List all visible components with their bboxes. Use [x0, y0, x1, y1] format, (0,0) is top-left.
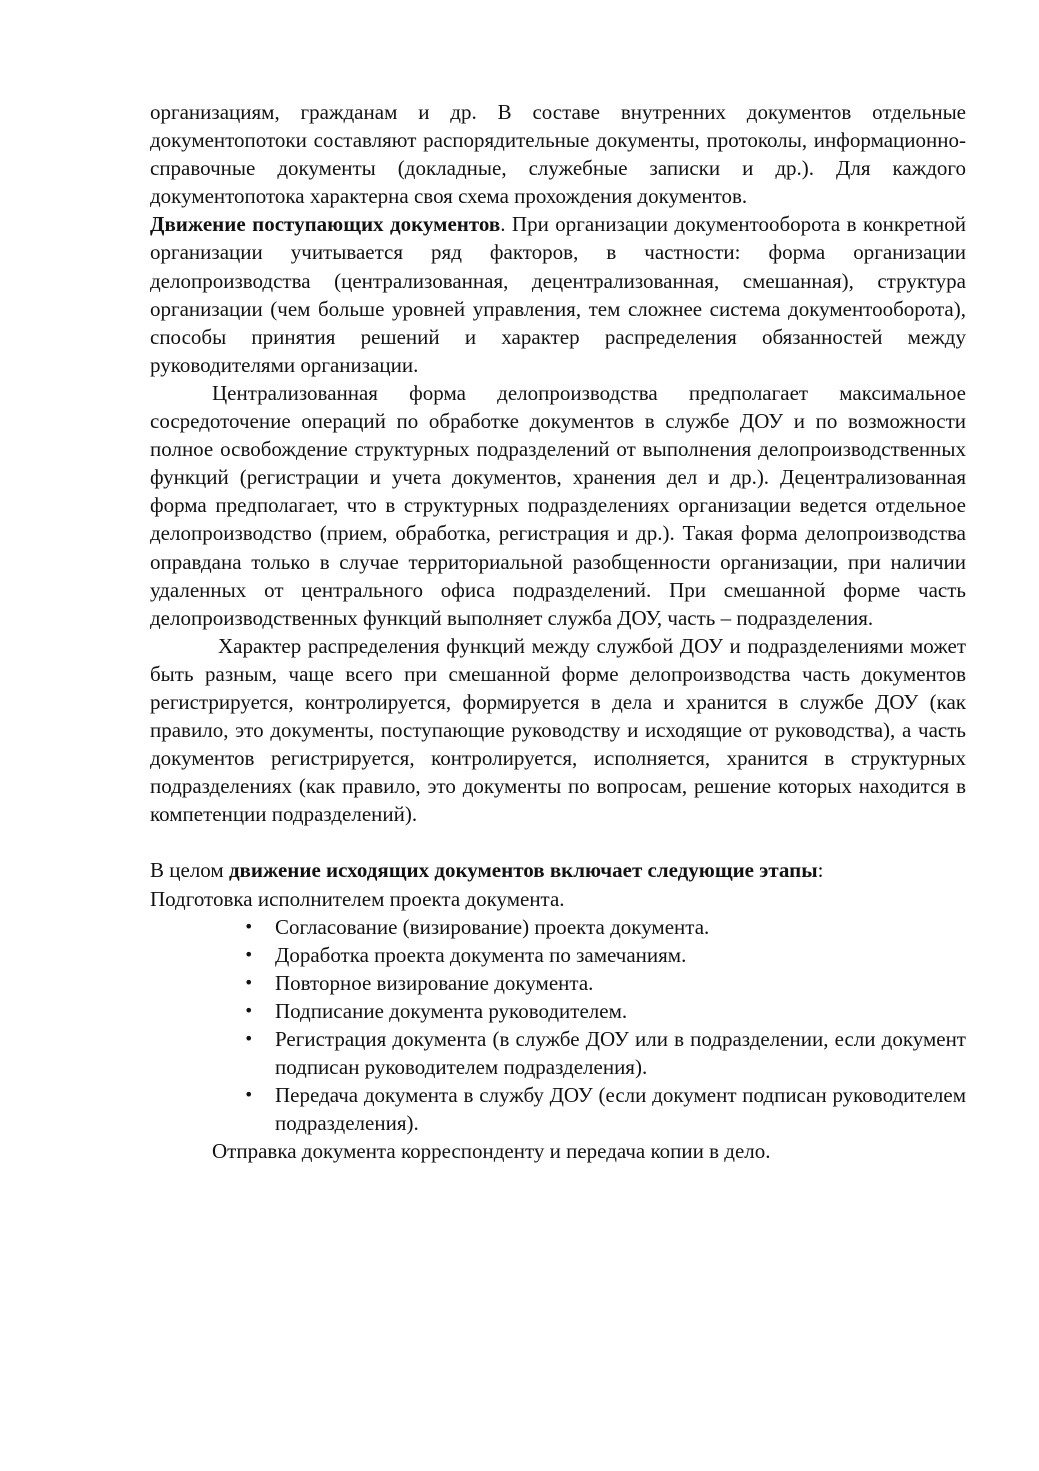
list-item-text: Повторное визирование документа. [275, 970, 594, 995]
bullet-icon: • [244, 944, 254, 964]
step-sending: Отправка документа корреспонденту и передача копии в дело. [212, 1139, 771, 1164]
list-item-text: Доработка проекта документа по замечаниям. [275, 942, 687, 967]
list-item [150, 1081, 966, 1137]
list-item-text: Подписание документа руководителем. [275, 998, 628, 1023]
step-preparation: Подготовка исполнителем проекта документа. [150, 886, 565, 911]
bullet-icon: • [244, 1085, 254, 1105]
outgoing-colon: : [817, 858, 824, 883]
bullet-icon: • [244, 972, 254, 992]
list-item [150, 997, 966, 1025]
list-item [150, 941, 966, 969]
list-item-text: Регистрация документа (в службе ДОУ или в подразделении, если документ подписан руководителем подразделения). [275, 1027, 966, 1080]
heading-outgoing-documents: движение исходящих документов включает следующие этапы [228, 858, 818, 883]
list-item-text: Согласование (визирование) проекта документа. [275, 914, 710, 939]
outgoing-intro-text: В целом [150, 858, 229, 883]
paragraph-distribution-of-functions: Характер распределения функций между службой ДОУ и подразделениями может быть разным, чаще всего при смешанной форме делопроизводства часть документов регистрируется, контролируется, формируется в дела и хранится в службе ДОУ (как правило, это документы, поступающие руководству и исходящие от руководства), а часть документов регистрируется, контролируется, исполняется, хранится в структурных подразделениях (как правило, это документы по вопросам, решение которых находится в компетенции подразделений). [150, 633, 966, 827]
list-item-text: Передача документа в службу ДОУ (если документ подписан руководителем подразделения). [275, 1083, 966, 1136]
paragraph-incoming-text: . При организации документооборота в конкретной организации учитывается ряд факторов, в частности: форма организации делопроизводства (централизованная, децентрализованная, смешанная), структура организации (чем больше уровней управления, тем сложнее система документооборота), способы принятия решений и характер распределения обязанностей между руководителями организации. [150, 212, 966, 377]
document-page [150, 98, 966, 1165]
paragraph-document-flows: организациям, гражданам и др. В составе внутренних документов отдельные документопотоки составляют распорядительные документы, протоколы, информационно-справочные документы (докладные, служебные записки и др.). Для каждого документопотока характерна своя схема прохождения документов. [150, 100, 966, 209]
bullet-icon: • [244, 1029, 254, 1048]
paragraph-centralized-form: Централизованная форма делопроизводства предполагает максимальное сосредоточение операций по обработке документов в службе ДОУ и по возможности полное освобождение структурных подразделений от выполнения делопроизводственных функций (регистрации и учета документов, хранения дел и др.). Децентрализованная форма предполагает, что в структурных подразделениях организации ведется отдельное делопроизводство (прием, обработка, регистрация и др.). Такая форма делопроизводства оправдана только в случае территориальной разобщенности организации, при наличии удаленных от центрального офиса подразделений. При смешанной форме часть делопроизводственных функций выполняет служба ДОУ, часть – подразделения. [150, 380, 966, 630]
paragraph-outgoing-documents [150, 856, 966, 884]
list-item [150, 1025, 966, 1081]
heading-incoming-documents: Движение поступающих документов [150, 212, 501, 237]
blank-line [150, 828, 966, 856]
bullet-icon: • [244, 1000, 254, 1020]
paragraph-incoming-documents [150, 210, 966, 379]
list-item [150, 913, 966, 941]
outgoing-steps-list [150, 913, 966, 1138]
bullet-icon: • [244, 916, 254, 936]
list-item [150, 969, 966, 997]
